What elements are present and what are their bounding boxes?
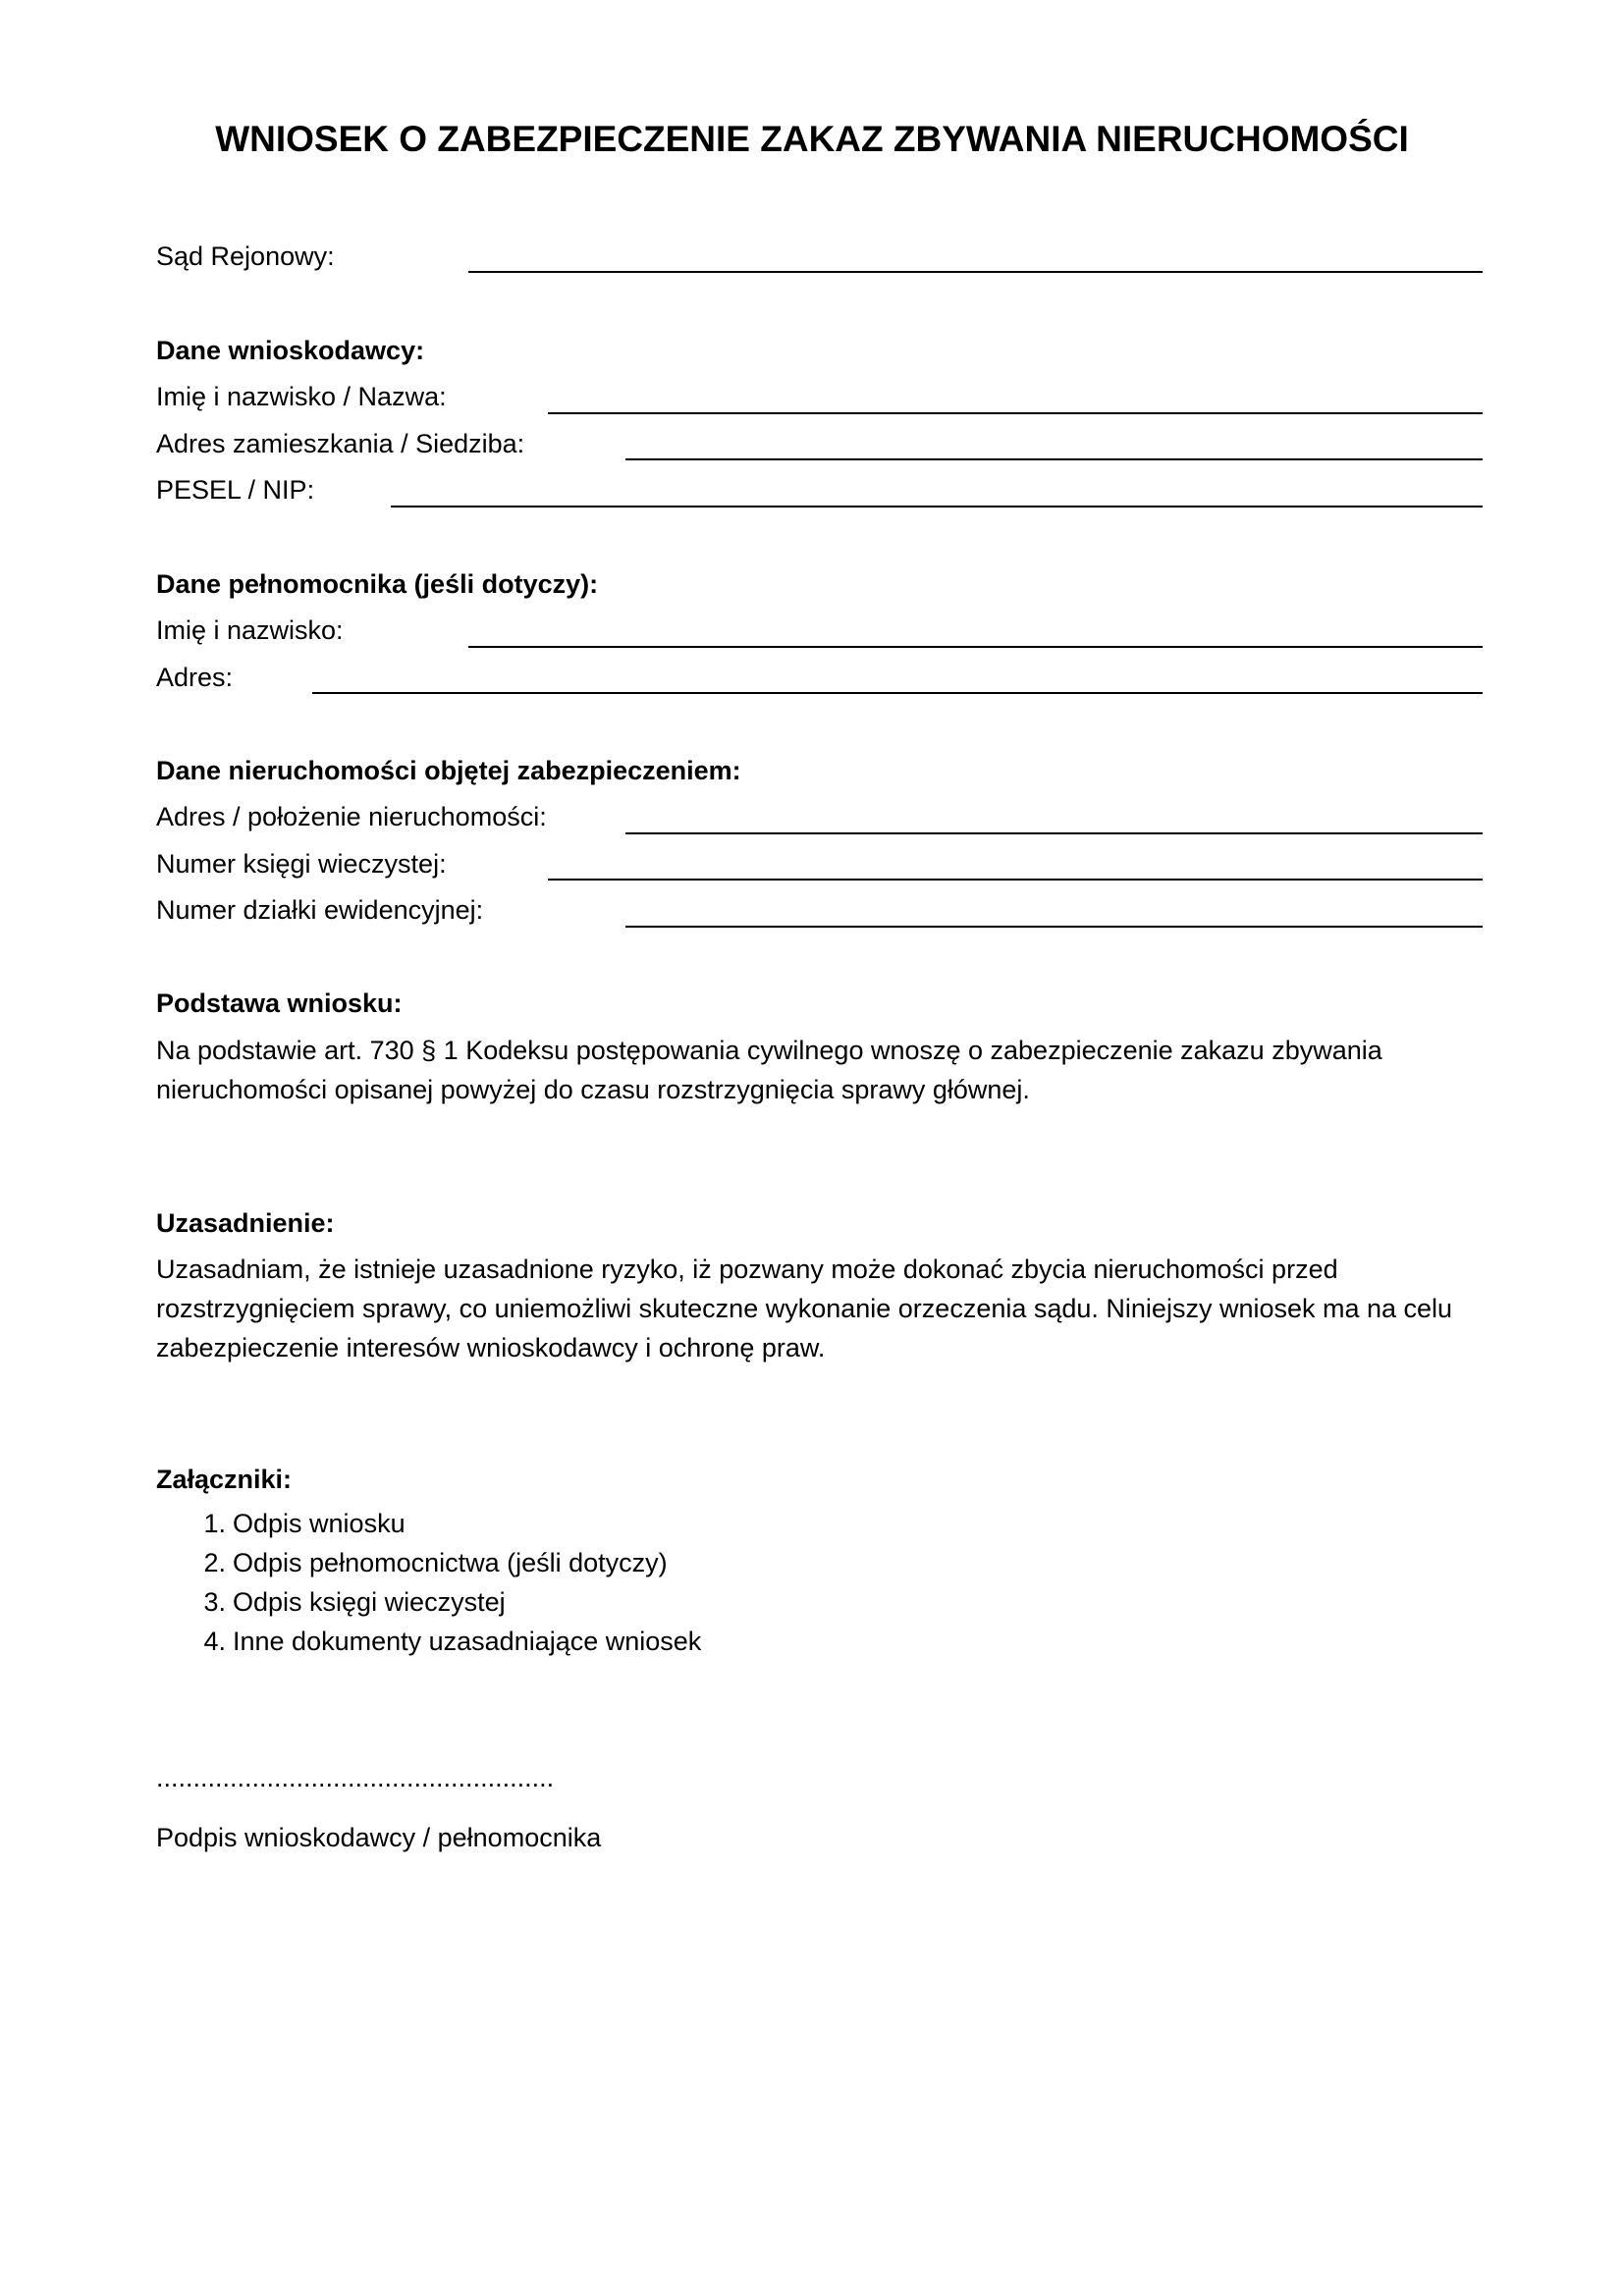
- list-item: [156, 1543, 701, 1582]
- attachments-list: [156, 1504, 701, 1661]
- attorney-name-label: Imię i nazwisko:: [156, 615, 344, 645]
- plot-number-fill-line[interactable]: [625, 926, 1483, 928]
- applicant-address-label: Adres zamieszkania / Siedziba:: [156, 429, 525, 458]
- list-item-text: Inne dokumenty uzasadniające wniosek: [233, 1627, 702, 1656]
- plot-number-label: Numer działki ewidencyjnej:: [156, 895, 484, 925]
- signature-dots[interactable]: ......................................................: [156, 1763, 555, 1792]
- list-item-number: 2.: [203, 1548, 226, 1577]
- list-item-text: Odpis wniosku: [233, 1509, 406, 1538]
- applicant-id-fill-line[interactable]: [391, 506, 1483, 507]
- land-register-fill-line[interactable]: [548, 879, 1483, 881]
- document-title: WNIOSEK O ZABEZPIECZENIE ZAKAZ ZBYWANIA NIERUCHOMOŚCI: [215, 119, 1409, 159]
- justification-text: Uzasadniam, że istnieje uzasadnione ryzyko, iż pozwany może dokonać zbycia nieruchomości przed rozstrzygnięciem sprawy, co uniemożliwi skuteczne wykonanie orzeczenia sądu. Niniejszy wniosek ma na celu zabezpieczenie interesów wnioskodawcy i ochronę praw.: [156, 1255, 1453, 1362]
- applicant-address-fill-line[interactable]: [625, 458, 1483, 460]
- list-item: [156, 1622, 701, 1661]
- attachments-heading: Załączniki:: [156, 1465, 293, 1494]
- property-heading: Dane nieruchomości objętej zabezpieczeniem:: [156, 756, 741, 785]
- list-item: [156, 1504, 701, 1543]
- property-address-fill-line[interactable]: [625, 832, 1483, 834]
- applicant-name-label: Imię i nazwisko / Nazwa:: [156, 382, 447, 411]
- attorney-address-label: Adres:: [156, 663, 234, 692]
- applicant-heading: Dane wnioskodawcy:: [156, 336, 425, 365]
- list-item-number: 4.: [203, 1627, 226, 1656]
- list-item-number: 3.: [203, 1587, 226, 1617]
- court-label: Sąd Rejonowy:: [156, 241, 335, 271]
- list-item: [156, 1582, 701, 1622]
- attorney-name-fill-line[interactable]: [468, 646, 1483, 648]
- property-address-label: Adres / położenie nieruchomości:: [156, 802, 547, 831]
- list-item-text: Odpis pełnomocnictwa (jeśli dotyczy): [233, 1548, 668, 1577]
- basis-text: Na podstawie art. 730 § 1 Kodeksu postępowania cywilnego wnoszę o zabezpieczenie zakazu zbywania nieruchomości opisanej powyżej do czasu rozstrzygnięcia sprawy głównej.: [156, 1036, 1382, 1104]
- land-register-label: Numer księgi wieczystej:: [156, 849, 447, 879]
- basis-heading: Podstawa wniosku:: [156, 988, 403, 1018]
- list-item-number: 1.: [203, 1509, 226, 1538]
- attorney-address-fill-line[interactable]: [312, 692, 1483, 694]
- court-fill-line[interactable]: [468, 271, 1483, 273]
- justification-heading: Uzasadnienie:: [156, 1208, 335, 1238]
- list-item-text: Odpis księgi wieczystej: [233, 1587, 506, 1617]
- applicant-id-label: PESEL / NIP:: [156, 475, 315, 505]
- signature-label: Podpis wnioskodawcy / pełnomocnika: [156, 1823, 602, 1852]
- applicant-name-fill-line[interactable]: [548, 412, 1483, 414]
- attorney-heading: Dane pełnomocnika (jeśli dotyczy):: [156, 569, 599, 599]
